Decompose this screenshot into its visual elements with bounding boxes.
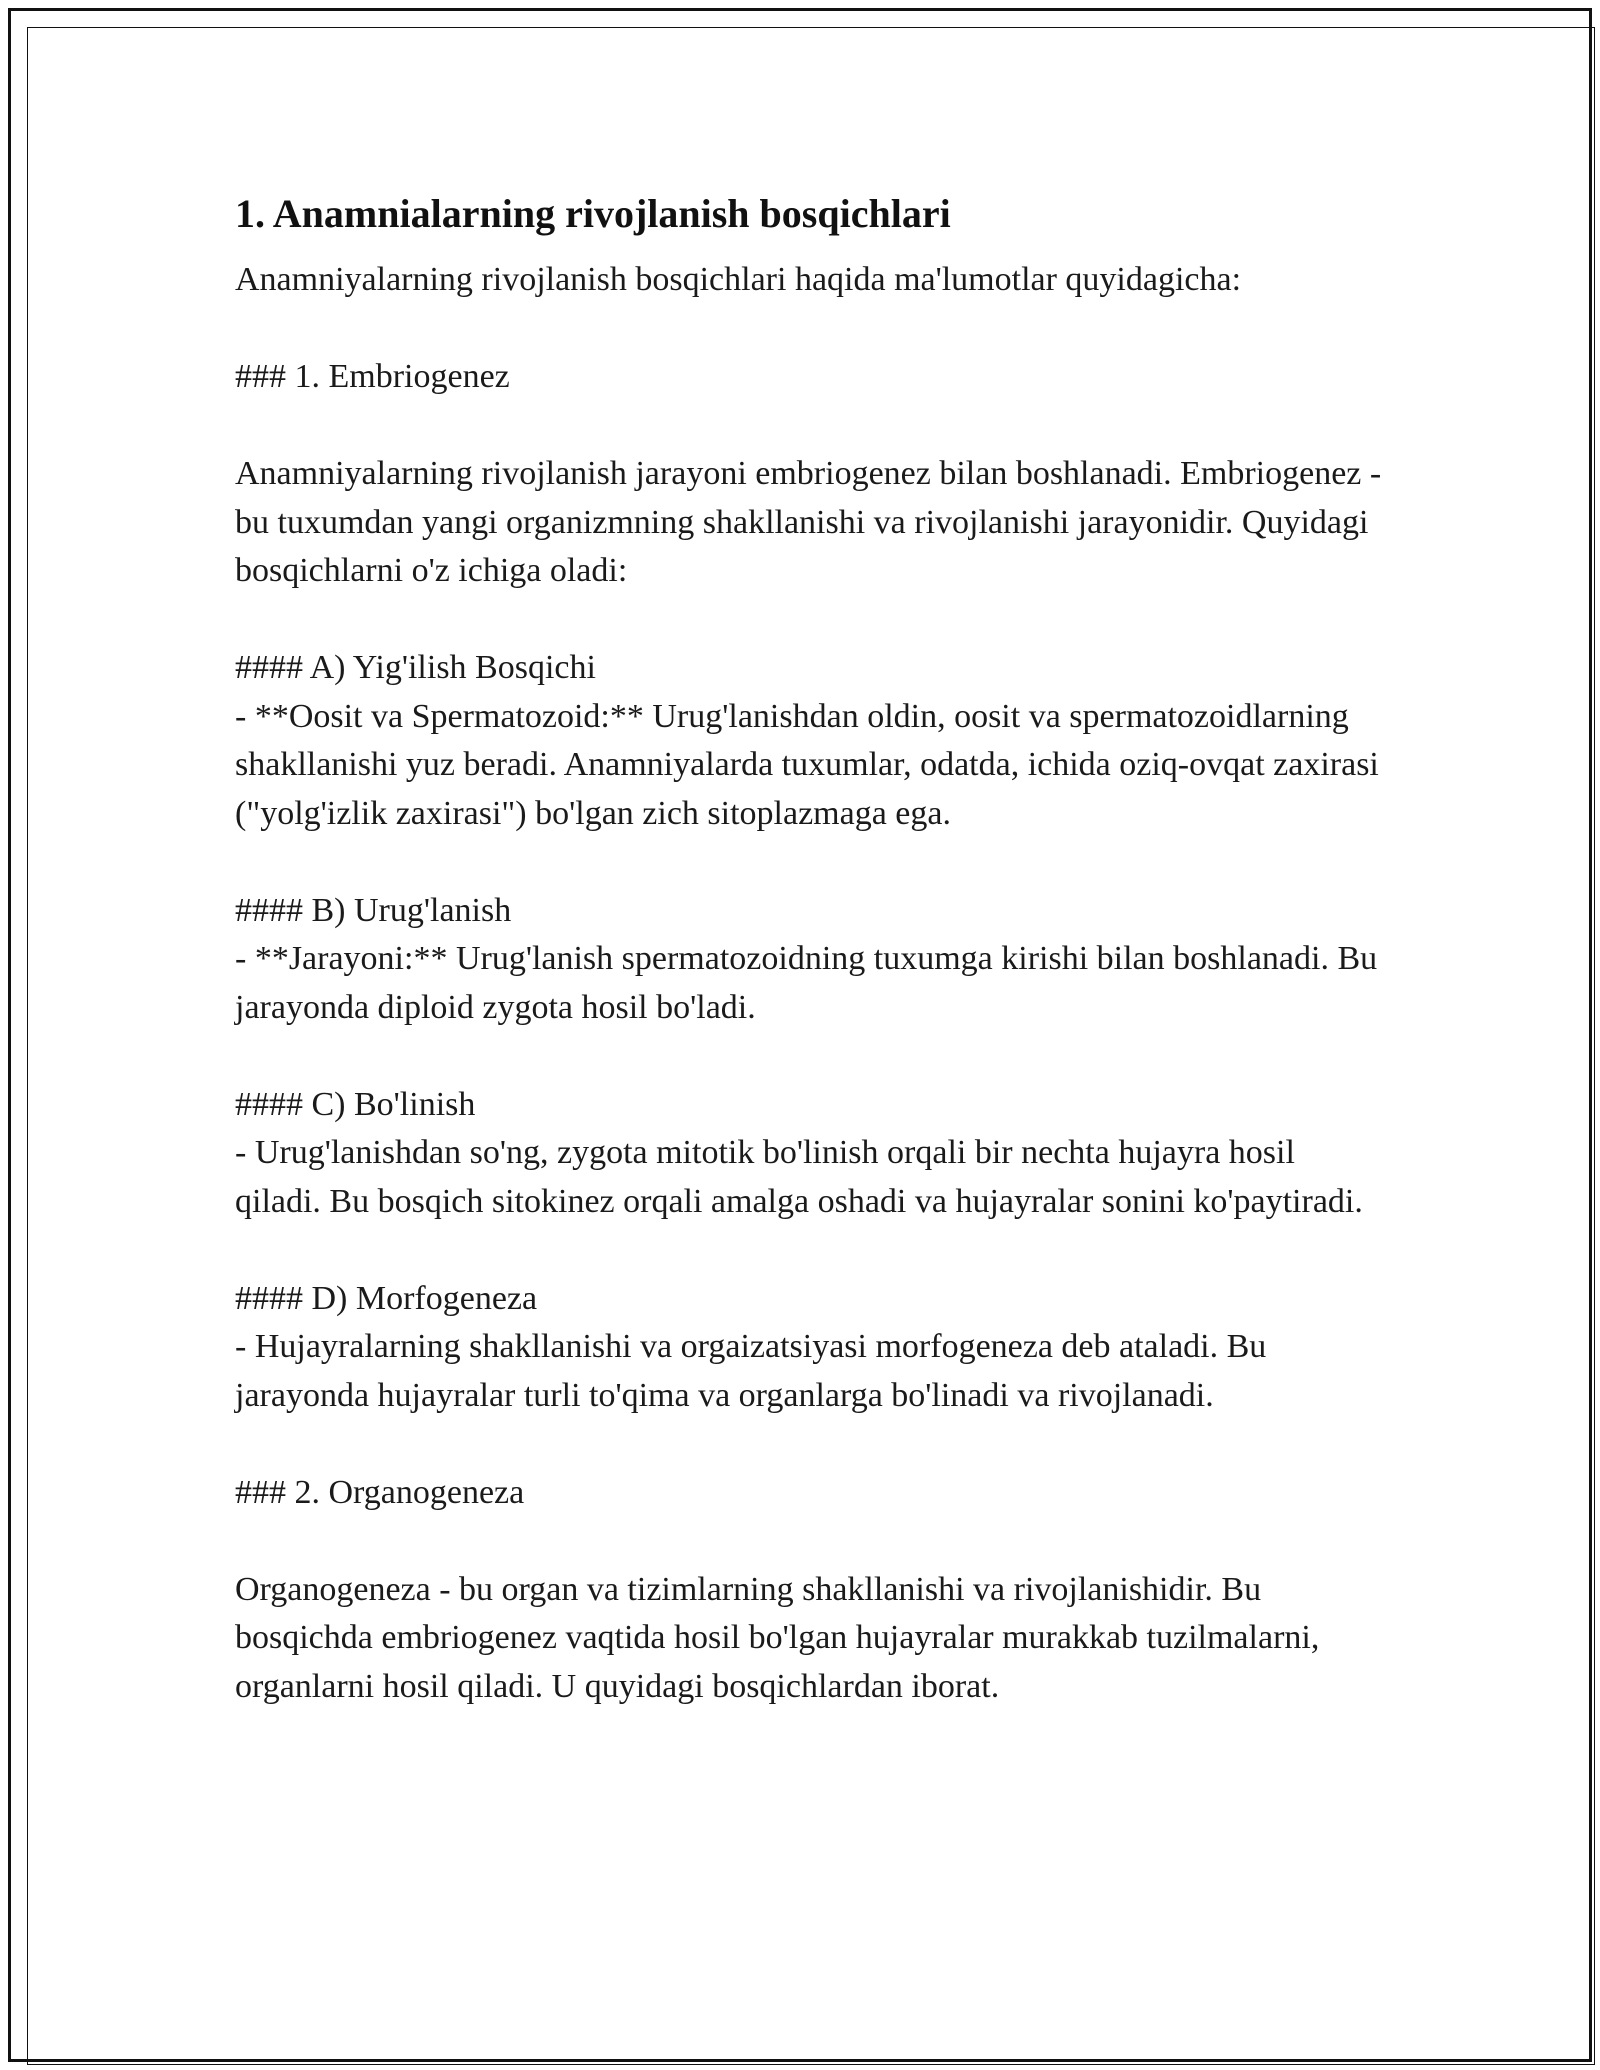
subsection-heading-yigilish: #### A) Yig'ilish Bosqichi: [235, 649, 596, 686]
intro-paragraph: Anamniyalarning rivojlanish bosqichlari haqida ma'lumotlar quyidagicha:: [235, 261, 1242, 298]
subsection-heading-morfogeneza: #### D) Morfogeneza: [235, 1279, 538, 1317]
spacer: [235, 1032, 1385, 1081]
subsection-heading-bolinish: #### C) Bo'linish: [235, 1085, 476, 1123]
document-title: 1. Anamnialarning rivojlanish bosqichlari: [235, 191, 951, 236]
spacer: [235, 838, 1385, 887]
spacer: [235, 1226, 1385, 1275]
spacer: [235, 402, 1385, 451]
spacer: [235, 1517, 1385, 1566]
subsection-text-bolinish: - Urug'lanishdan so'ng, zygota mitotik bo'linish orqali bir nechta hujayra hosil qiladi. Bu bosqich sitokinez orqali amalga oshadi va hujayralar sonini ko'paytiradi.: [235, 1134, 1363, 1220]
subsection-text-yigilish: - **Oosit va Spermatozoid:** Urug'lanishdan oldin, oosit va spermatozoidlarning shakllanishi yuz beradi. Anamniyalarda tuxumlar, odatda, ichida oziq-ovqat zaxirasi ("yolg'izlik zaxirasi") bo'lgan zich sitoplazmaga ega.: [235, 697, 1379, 832]
subsection-text-uruglanish: - **Jarayoni:** Urug'lanish spermatozoidning tuxumga kirishi bilan boshlanadi. Bu jarayonda diploid zygota hosil bo'ladi.: [235, 940, 1378, 1026]
document-content: [235, 184, 1385, 1711]
subsection-heading-uruglanish: #### B) Urug'lanish: [235, 891, 512, 929]
subsection-text-morfogeneza: - Hujayralarning shakllanishi va orgaizatsiyasi morfogeneza deb ataladi. Bu jarayonda hujayralar turli to'qima va organlarga bo'linadi va rivojlanadi.: [235, 1328, 1267, 1414]
spacer: [235, 305, 1385, 354]
section-paragraph-organogeneza: Organogeneza - bu organ va tizimlarning shakllanishi va rivojlanishidir. Bu bosqichda embriogenez vaqtida hosil bo'lgan hujayralar murakkab tuzilmalarni, organlarni hosil qiladi. U quyidagi bosqichlardan iborat.: [235, 1570, 1320, 1705]
section-heading-organogeneza: ### 2. Organogeneza: [235, 1473, 525, 1511]
spacer: [235, 1420, 1385, 1469]
section-heading-embriogenez: ### 1. Embriogenez: [235, 358, 510, 395]
section-paragraph-embriogenez: Anamniyalarning rivojlanish jarayoni embriogenez bilan boshlanadi. Embriogenez - bu tuxumdan yangi organizmning shakllanishi va rivojlanishi jarayonidir. Quyidagi bosqichlarni o'z ichiga oladi:: [235, 455, 1382, 589]
spacer: [235, 596, 1385, 645]
